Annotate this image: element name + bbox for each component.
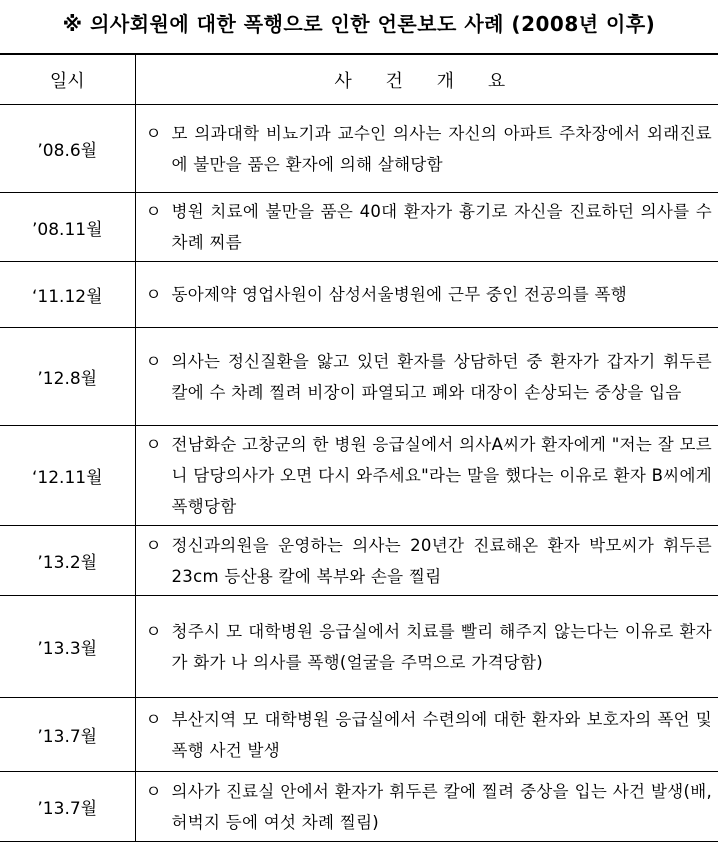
row-description (135, 772, 718, 842)
row-text: 전남화순 고창군의 한 병원 응급실에서 의사A씨가 환자에게 "저는 잘 모르니 담당의사가 오면 다시 와주세요"라는 말을 했다는 이유로 환자 B씨에게 폭행당함 (171, 435, 712, 516)
row-date: ’08.11월 (0, 193, 135, 262)
row-description (135, 426, 718, 526)
row-description (135, 698, 718, 772)
table-body (0, 105, 718, 842)
row-date: ’13.7월 (0, 698, 135, 772)
row-text: 부산지역 모 대학병원 응급실에서 수련의에 대한 환자와 보호자의 폭언 및 폭행 사건 발생 (171, 709, 712, 760)
row-date: ‘12.11월 (0, 426, 135, 526)
table-row (0, 772, 718, 842)
row-description (135, 193, 718, 262)
row-text: 청주시 모 대학병원 응급실에서 치료를 빨리 해주지 않는다는 이유로 환자가 화가 나 의사를 폭행(얼굴을 주먹으로 가격당함) (171, 621, 712, 672)
row-text: 의사가 진료실 안에서 환자가 휘두른 칼에 찔려 중상을 입는 사건 발생(배, 허벅지 등에 여섯 차례 찔림) (171, 781, 712, 832)
table-row (0, 262, 718, 328)
row-text: 모 의과대학 비뇨기과 교수인 의사는 자신의 아파트 주차장에서 외래진료에 불만을 품은 환자에 의해 살해당함 (171, 123, 712, 174)
table-row (0, 596, 718, 698)
bullet-mark: ㅇ (145, 123, 162, 143)
header-date: 일시 (0, 54, 135, 105)
row-text: 정신과의원을 운영하는 의사는 20년간 진료해온 환자 박모씨가 휘두른 23cm 등산용 칼에 복부와 손을 찔림 (171, 535, 712, 586)
row-date: ’12.8월 (0, 328, 135, 426)
row-description (135, 596, 718, 698)
bullet-mark: ㅇ (145, 285, 162, 304)
row-date: ’13.3월 (0, 596, 135, 698)
bullet-mark: ㅇ (145, 535, 162, 555)
row-description (135, 105, 718, 193)
row-date: ’13.7월 (0, 772, 135, 842)
table-row (0, 328, 718, 426)
document-title: ※ 의사회원에 대한 폭행으로 인한 언론보도 사례 (2008년 이후) (62, 11, 656, 36)
row-text: 동아제약 영업사원이 삼성서울병원에 근무 중인 전공의를 폭행 (171, 285, 627, 304)
row-date: ’08.6월 (0, 105, 135, 193)
bullet-mark: ㅇ (145, 621, 162, 641)
bullet-mark: ㅇ (145, 351, 162, 371)
header-summary: 사 건 개 요 (135, 54, 718, 105)
bullet-mark: ㅇ (145, 709, 162, 729)
row-description (135, 526, 718, 596)
table-row (0, 698, 718, 772)
table-row (0, 193, 718, 262)
bullet-mark: ㅇ (145, 781, 162, 801)
incident-table (0, 53, 718, 842)
row-description (135, 328, 718, 426)
table-row (0, 105, 718, 193)
bullet-mark: ㅇ (145, 202, 162, 221)
row-text: 병원 치료에 불만을 품은 40대 환자가 흉기로 자신을 진료하던 의사를 수차례 찌름 (171, 202, 712, 252)
row-date: ’13.2월 (0, 526, 135, 596)
table-row (0, 426, 718, 526)
row-date: ‘11.12월 (0, 262, 135, 328)
row-text: 의사는 정신질환을 앓고 있던 환자를 상담하던 중 환자가 갑자기 휘두른 칼에 수 차례 찔려 비장이 파열되고 폐와 대장이 손상되는 중상을 입음 (171, 351, 712, 402)
bullet-mark: ㅇ (145, 435, 162, 454)
row-description (135, 262, 718, 328)
table-header-row (0, 54, 718, 105)
table-row (0, 526, 718, 596)
